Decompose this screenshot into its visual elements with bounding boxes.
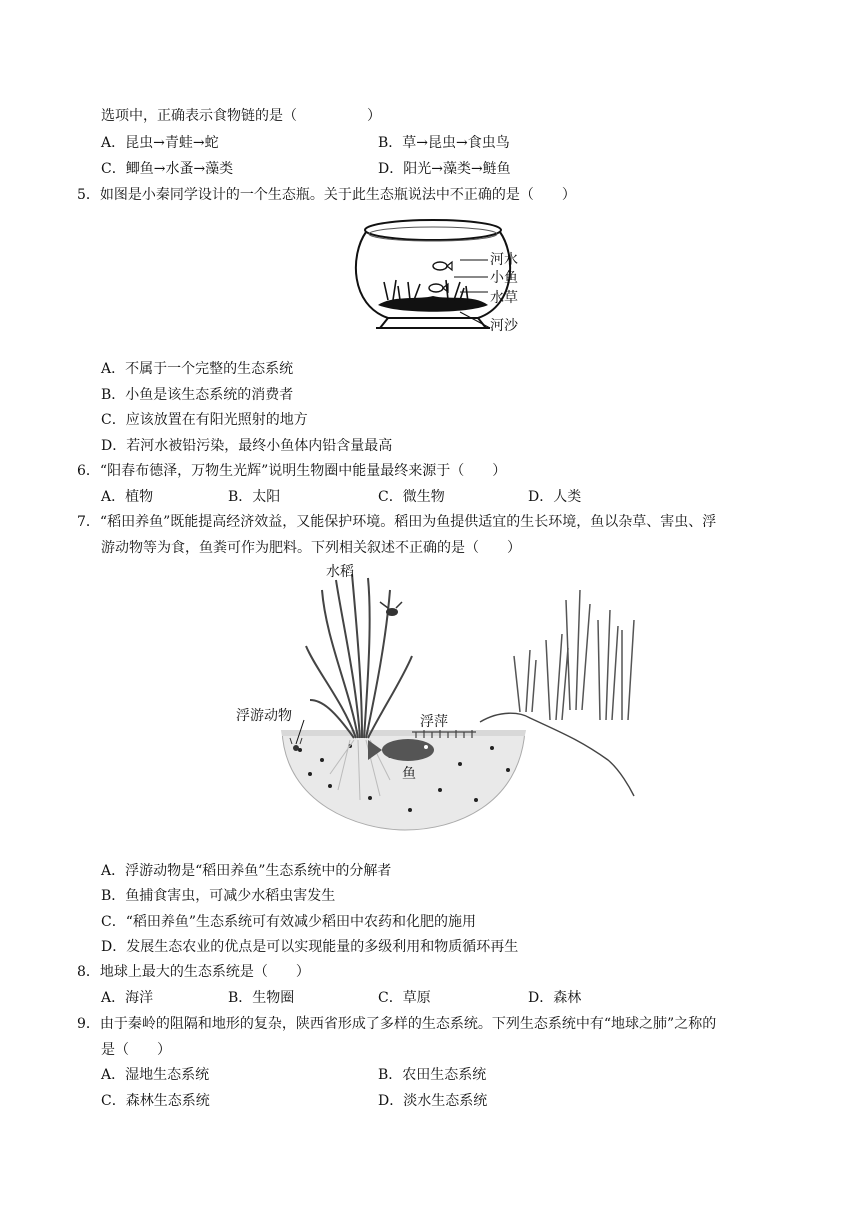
q8-option-c: C．草原: [378, 990, 431, 1006]
label-duckweed: 浮萍: [420, 714, 448, 730]
q9-option-b: B．农田生态系统: [378, 1067, 487, 1083]
q7-option-a: A．浮游动物是“稻田养鱼”生态系统中的分解者: [101, 863, 392, 879]
q9-stem-line2: 是（ ）: [101, 1042, 171, 1058]
label-fish: 鱼: [402, 766, 416, 782]
label-river-sand: 河沙: [490, 318, 518, 334]
q8-option-b: B．生物圈: [228, 990, 295, 1006]
q5-option-d: D．若河水被铅污染，最终小鱼体内铅含量最高: [101, 438, 393, 454]
rice-fish-figure: [230, 560, 650, 850]
q6-option-b: B．太阳: [228, 489, 281, 505]
insect-icon: [380, 602, 402, 616]
label-water-plant: 水草: [490, 290, 518, 306]
q9-option-d: D．淡水生态系统: [378, 1093, 488, 1109]
fish-icon: [433, 262, 452, 270]
q9-stem-line1: 9．由于秦岭的阻隔和地形的复杂，陕西省形成了多样的生态系统。下列生态系统中有“地球之肺”之称的: [77, 1016, 717, 1032]
q7-stem-line2: 游动物等为食，鱼粪可作为肥料。下列相关叙述不正确的是（ ）: [101, 540, 521, 556]
fish-icon: [429, 284, 448, 292]
q5-stem: 5．如图是小秦同学设计的一个生态瓶。关于此生态瓶说法中不正确的是（ ）: [77, 187, 576, 203]
q7-option-c: C．“稻田养鱼”生态系统可有效减少稻田中农药和化肥的施用: [101, 914, 477, 930]
q8-option-d: D．森林: [528, 990, 582, 1006]
q4-option-a: A．昆虫→青蛙→蛇: [101, 135, 219, 151]
q7-stem-line1: 7．“稻田养鱼”既能提高经济效益，又能保护环境。稻田为鱼提供适宜的生长环境，鱼以杂草、害虫、浮: [77, 514, 717, 530]
q6-option-d: D．人类: [528, 489, 582, 505]
q5-option-c: C．应该放置在有阳光照射的地方: [101, 412, 308, 428]
q6-option-a: A．植物: [101, 489, 154, 505]
q7-option-b: B．鱼捕食害虫，可减少水稻虫害发生: [101, 888, 336, 904]
q4-option-d: D．阳光→藻类→鲢鱼: [378, 161, 511, 177]
q4-option-b: B．草→昆虫→食虫鸟: [378, 135, 510, 151]
q9-option-c: C．森林生态系统: [101, 1093, 210, 1109]
q4-stem-tail: 选项中，正确表示食物链的是（ ）: [101, 108, 381, 124]
q5-option-a: A．不属于一个完整的生态系统: [101, 361, 294, 377]
q6-stem: 6．“阳春布德泽，万物生光辉”说明生物圈中能量最终来源于（ ）: [77, 463, 507, 479]
q6-option-c: C．微生物: [378, 489, 445, 505]
q8-stem: 8．地球上最大的生态系统是（ ）: [77, 964, 310, 980]
q7-option-d: D．发展生态农业的优点是可以实现能量的多级利用和物质循环再生: [101, 939, 519, 955]
label-rice: 水稻: [326, 564, 354, 580]
ecological-bottle-figure: [348, 210, 548, 345]
q8-option-a: A．海洋: [101, 990, 154, 1006]
q4-option-c: C．鲫鱼→水蚤→藻类: [101, 161, 234, 177]
q9-option-a: A．湿地生态系统: [101, 1067, 210, 1083]
q5-option-b: B．小鱼是该生态系统的消费者: [101, 387, 294, 403]
label-small-fish: 小鱼: [490, 270, 518, 286]
label-river-water: 河水: [490, 252, 518, 268]
label-zooplankton: 浮游动物: [236, 708, 292, 724]
